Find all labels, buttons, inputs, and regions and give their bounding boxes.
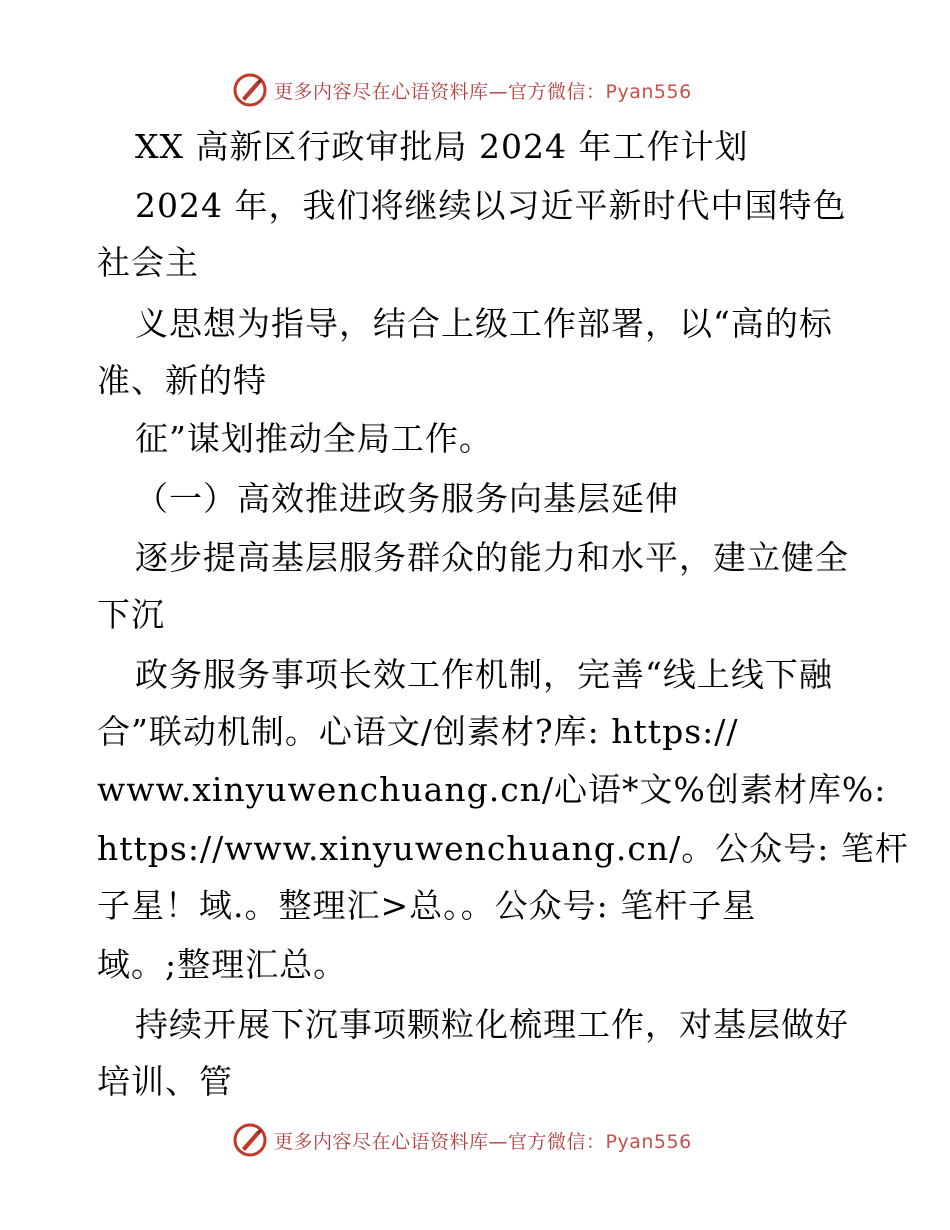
paragraph-line: 2024 年，我们将继续以习近平新时代中国特色 xyxy=(135,186,847,225)
document-title: XX 高新区行政审批局 2024 年工作计划 xyxy=(135,127,749,166)
section-heading: （一）高效推进政务服务向基层延伸 xyxy=(135,479,679,518)
paragraph-line: 域。;整理汇总。 xyxy=(97,945,348,984)
paragraph-line: https://www.xinyuwenchuang.cn/。公众号: 笔杆 xyxy=(97,829,909,868)
watermark-text xyxy=(274,77,692,104)
paragraph-line: 持续开展下沉事项颗粒化梳理工作，对基层做好 xyxy=(135,1005,849,1044)
watermark-footer xyxy=(232,1122,692,1158)
paragraph-line: 政务服务事项长效工作机制，完善“线上线下融 xyxy=(135,655,833,694)
paragraph-line: 培训、管 xyxy=(97,1062,233,1101)
paragraph-line: 逐步提高基层服务群众的能力和水平，建立健全 xyxy=(135,538,849,577)
watermark-text xyxy=(274,1127,692,1154)
paragraph-line: 子星！域.。整理汇>总。。公众号: 笔杆子星 xyxy=(97,886,757,925)
paragraph-line: 征”谋划推动全局工作。 xyxy=(135,419,493,458)
watermark-slogan: 更多内容尽在心语资料库—官方微信： xyxy=(274,1130,606,1153)
paragraph-line: 下沉 xyxy=(97,595,165,634)
watermark-header xyxy=(232,72,692,108)
watermark-slogan: 更多内容尽在心语资料库—官方微信： xyxy=(274,80,606,103)
brand-logo-icon xyxy=(232,72,268,108)
paragraph-line: 合”联动机制。心语文/创素材?库: https:// xyxy=(97,712,739,751)
paragraph-line: www.xinyuwenchuang.cn/心语*文%创素材库%: xyxy=(97,770,887,809)
paragraph-line: 义思想为指导，结合上级工作部署，以“高的标 xyxy=(135,304,833,343)
watermark-wechat-id: Pyan556 xyxy=(605,1130,692,1153)
brand-logo-icon xyxy=(232,1122,268,1158)
paragraph-line: 社会主 xyxy=(97,243,199,282)
paragraph-line: 准、新的特 xyxy=(97,361,267,400)
watermark-wechat-id: Pyan556 xyxy=(605,80,692,103)
